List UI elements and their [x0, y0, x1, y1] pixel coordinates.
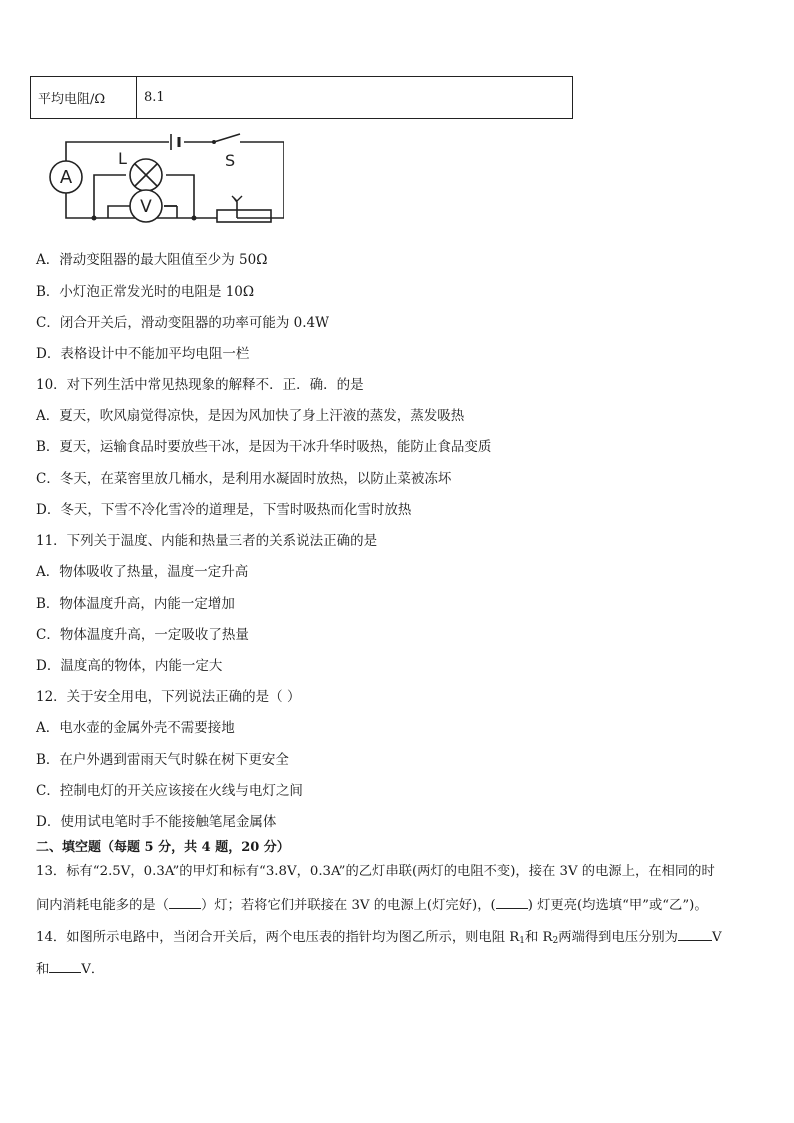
table-label-cell: 平均电阻/Ω	[31, 77, 137, 119]
q10-option-c: C．冬天，在菜窖里放几桶水，是利用水凝固时放热，以防止菜被冻坏	[36, 471, 452, 487]
table-value-cell: 8.1	[137, 77, 573, 119]
q14-line-2	[36, 958, 104, 980]
q10-stem: 10．对下列生活中常见热现象的解释不．正．确．的是	[36, 377, 364, 393]
voltmeter-icon	[130, 190, 162, 222]
q11-option-a: A．物体吸收了热量，温度一定升高	[36, 564, 249, 580]
q9-option-b: B．小灯泡正常发光时的电阻是 10Ω	[36, 284, 255, 300]
q13-blank-1[interactable]	[169, 894, 201, 909]
q14-blank-2[interactable]	[49, 958, 81, 973]
q9-option-c: C．闭合开关后，滑动变阻器的功率可能为 0.4W	[36, 315, 329, 331]
q10-option-d: D．冬天，下雪不冷化雪冷的道理是，下雪时吸热而化雪时放热	[36, 502, 412, 518]
q13-text-b: ）灯；若将它们并联接在 3V 的电源上(灯完好)，(	[200, 898, 496, 913]
battery-icon	[171, 134, 179, 150]
q13-line-1: 13．标有“2.5V，0.3A”的甲灯和标有“3.8V，0.3A”的乙灯串联(两灯的电阻不变)，接在 3V 的电源上，在相同的时	[36, 864, 715, 879]
q10-option-a: A．夏天，吹风扇觉得凉快，是因为风加快了身上汗液的蒸发，蒸发吸热	[36, 408, 465, 424]
q13-blank-2[interactable]	[496, 894, 528, 909]
q12-option-d: D．使用试电笔时手不能接触笔尾金属体	[36, 814, 277, 830]
table-row	[31, 77, 573, 119]
q14-sub-1: 1	[519, 936, 525, 946]
q12-option-a: A．电水壶的金属外壳不需要接地	[36, 720, 235, 736]
q9-option-a: A．滑动变阻器的最大阻值至少为 50Ω	[36, 252, 268, 268]
q14-unit-2: V．	[81, 962, 105, 977]
q14-blank-1[interactable]	[678, 926, 712, 941]
ammeter-label: A	[59, 167, 73, 188]
q14-sub-2: 2	[552, 936, 559, 946]
q12-stem: 12．关于安全用电，下列说法正确的是（ ）	[36, 689, 301, 705]
voltmeter-label: V	[140, 197, 152, 217]
switch-label: S	[225, 151, 236, 170]
q10-option-b: B．夏天，运输食品时要放些干冰，是因为干冰升华时吸热，能防止食品变质	[36, 439, 492, 455]
q14-line-1	[36, 926, 722, 951]
q12-option-c: C．控制电灯的开关应该接在火线与电灯之间	[36, 783, 303, 799]
q13-text-a: 间内消耗电能多的是（	[36, 898, 169, 913]
circuit-diagram	[44, 132, 284, 224]
q14-text-c: 两端得到电压分别为	[558, 930, 678, 945]
q9-option-d: D．表格设计中不能加平均电阻一栏	[36, 346, 250, 362]
q11-option-c: C．物体温度升高，一定吸收了热量	[36, 627, 249, 643]
lamp-icon	[118, 149, 162, 191]
q11-option-d: D．温度高的物体，内能一定大	[36, 658, 223, 674]
q12-option-b: B．在户外遇到雷雨天气时躲在树下更安全	[36, 752, 289, 768]
lamp-label: L	[118, 149, 127, 168]
q13-text-c: ) 灯更亮(均选填“甲”或“乙”)。	[527, 898, 708, 913]
q14-text-and: 和	[36, 962, 50, 977]
data-table	[30, 76, 573, 119]
q14-unit-1: V	[711, 930, 722, 945]
q14-text-a: 14．如图所示电路中，当闭合开关后，两个电压表的指针均为图乙所示，则电阻 R	[36, 930, 520, 945]
ammeter-icon	[50, 161, 82, 193]
q14-text-b: 和 R	[525, 930, 553, 945]
q11-stem: 11．下列关于温度、内能和热量三者的关系说法正确的是	[36, 533, 378, 549]
q13-line-2	[36, 894, 708, 916]
q11-option-b: B．物体温度升高，内能一定增加	[36, 596, 235, 612]
section-2-heading: 二、填空题（每题 5 分，共 4 题，20 分）	[36, 840, 290, 855]
